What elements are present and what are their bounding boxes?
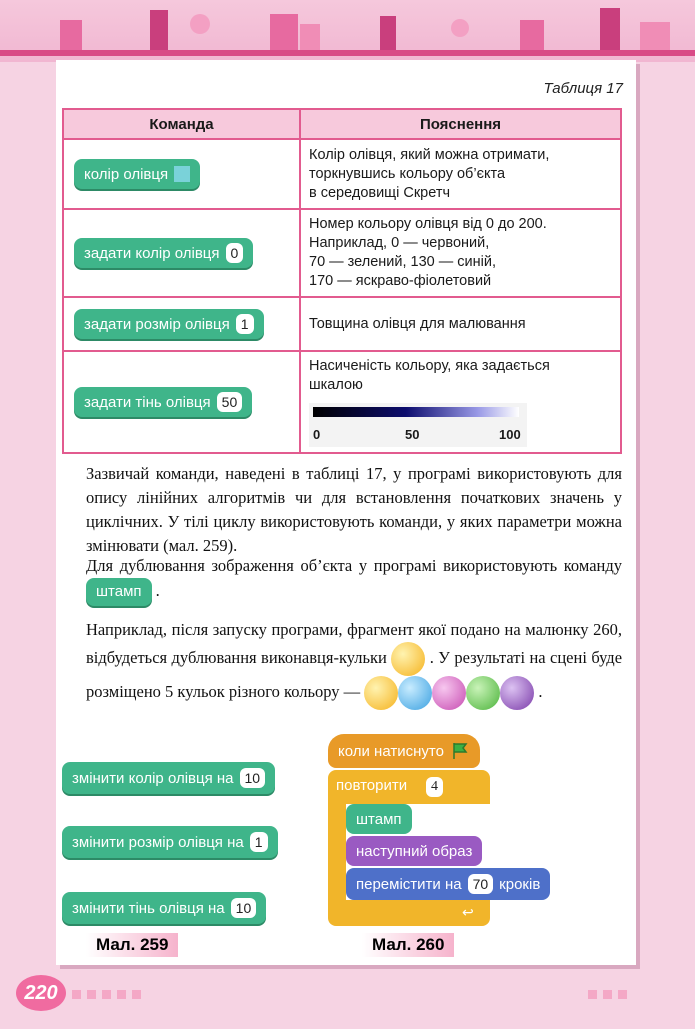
ball-blue-icon [398,676,432,710]
when-flag-clicked-block[interactable]: коли натиснуто [328,734,480,768]
shade-scale: 0 50 100 [309,403,527,447]
commands-table: Команда Пояснення колір олівця Колір олівця, який можна отримати, торкнувшись кольору об’єкта в середовищі Скретч задати колір олівця 0 Номер кольору олівця від 0 до 200. Наприклад, 0 — червоний, 70 — зелений, 130 — синій, 170 — яскраво-фіолетовий задати розмір олівця 1 Товщина олівця для малювання задати тінь олівця 50 Насиченість кольору, яка задається шкалою 0 50 100 [62,108,622,454]
ball-pink-icon [432,676,466,710]
table-caption: Таблиця 17 [543,80,623,97]
next-costume-block[interactable]: наступний образ [346,836,482,866]
city-skyline-icon [0,0,695,62]
stamp-block-fig260[interactable]: штамп [346,804,412,834]
footer-dots-left [72,990,141,999]
repeat-count[interactable]: 4 [426,777,443,797]
loop-arrow-icon: ↩ [462,906,474,921]
stamp-block[interactable]: штамп [86,578,152,606]
header-command: Команда [63,109,300,139]
balls-row [364,676,534,710]
color-swatch [174,166,190,182]
ball-yellow-icon [364,676,398,710]
repeat-label: повторити [336,777,408,794]
footer-dots-right [588,990,627,999]
ball-purple-icon [500,676,534,710]
header-explanation: Пояснення [300,109,621,139]
set-pen-shade-block[interactable]: задати тінь олівця 50 [74,387,252,417]
pen-color-block[interactable]: колір олівця [74,159,200,189]
move-steps-block[interactable]: перемістити на 70 кроків [346,868,550,900]
city-banner [0,0,695,62]
ball-green-icon [466,676,500,710]
set-pen-color-block[interactable]: задати колір олівця 0 [74,238,253,268]
ball-icon [391,642,425,676]
change-pen-color-block[interactable]: змінити колір олівця на 10 [62,762,275,794]
change-pen-shade-block[interactable]: змінити тінь олівця на 10 [62,892,266,924]
fig-260-caption: Мал. 260 [362,933,454,957]
set-pen-size-block[interactable]: задати розмір олівця 1 [74,309,264,339]
paragraph-2: Для дублювання зображення об’єкта у програмі використовують команду штамп . [86,554,622,606]
green-flag-icon [450,741,470,761]
fig-259-caption: Мал. 259 [86,933,178,957]
change-pen-size-block[interactable]: змінити розмір олівця на 1 [62,826,278,858]
paragraph-3: Наприклад, після запуску програми, фрагмент якої подано на малюнку 260, відбудеться дублювання виконавця-кульки . У результаті на сцені буде розміщено 5 кульок різного кольору — . [86,618,622,710]
repeat-block-arm [328,804,346,900]
page-number: 220 [16,975,66,1011]
paragraph-1: Зазвичай команди, наведені в таблиці 17, у програмі використовують для опису лінійних алгоритмів чи для встановлення початкових значень у циклічних. У тілі циклу використовують команди, у яких параметри можна змінювати (мал. 259). [86,464,622,555]
